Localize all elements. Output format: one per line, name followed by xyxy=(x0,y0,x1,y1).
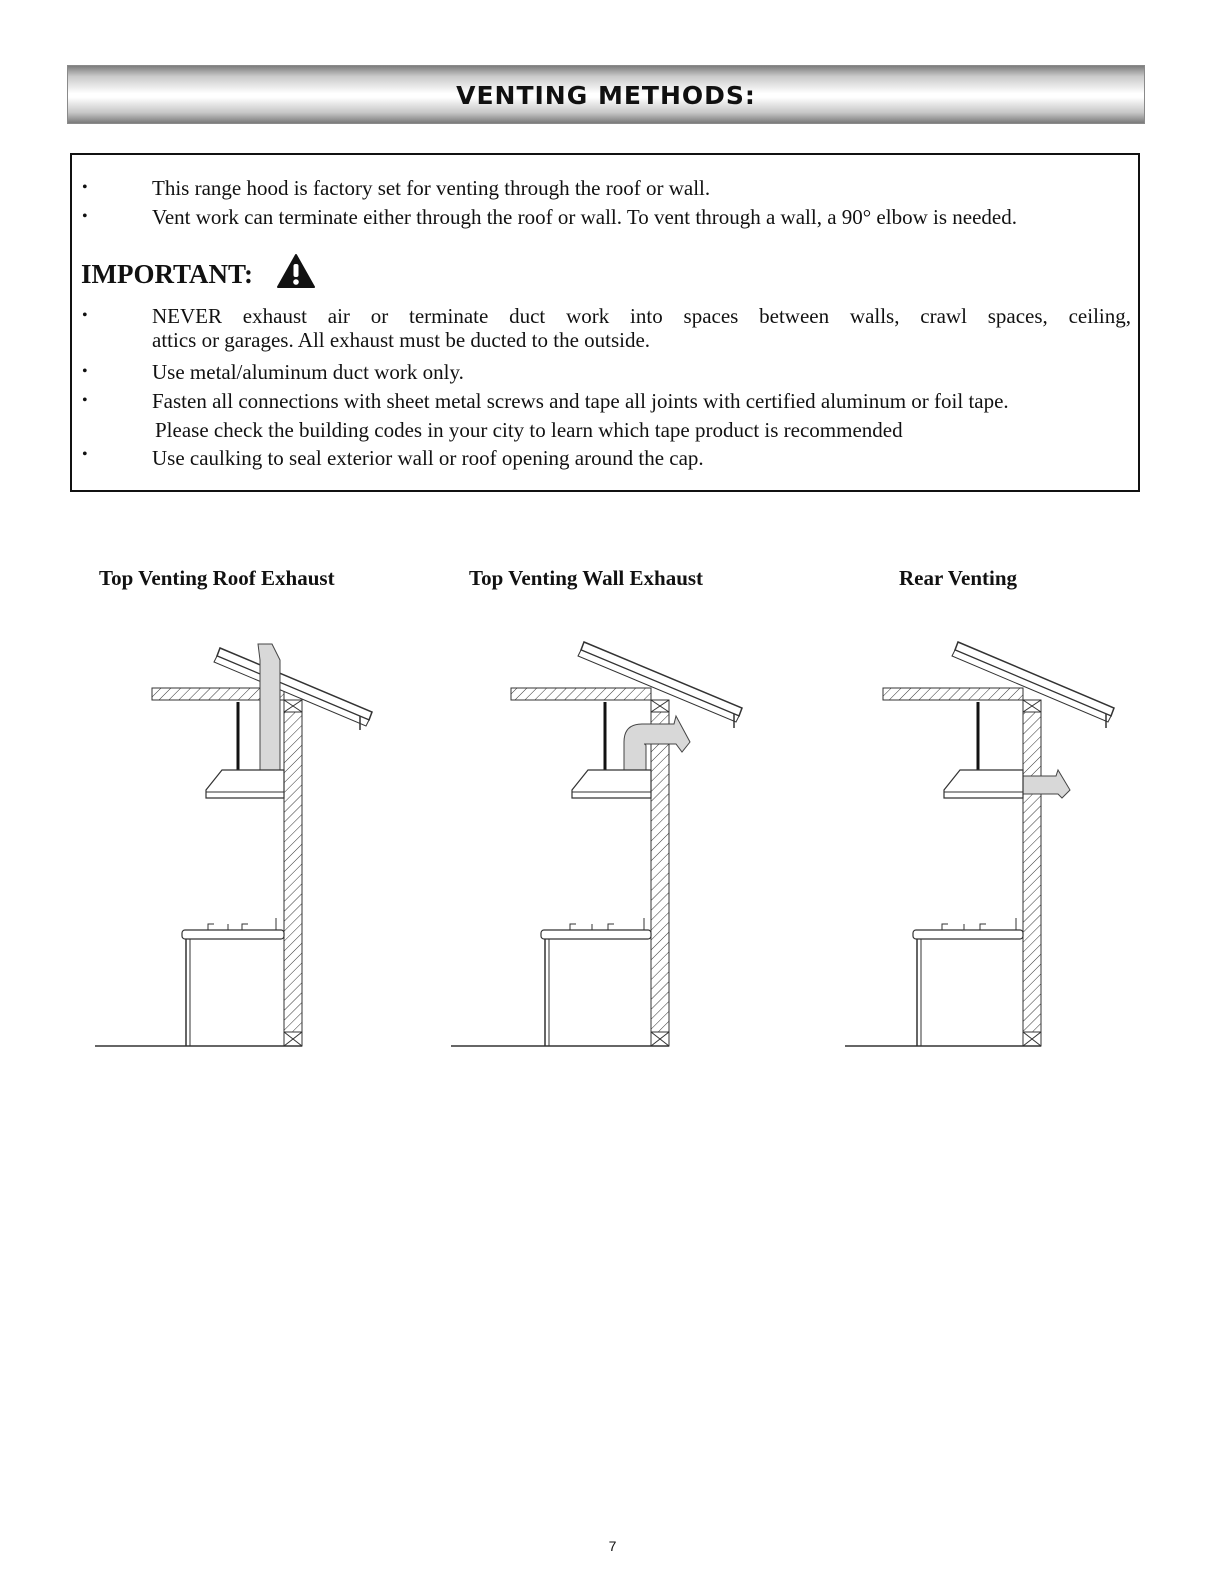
wall xyxy=(1023,700,1041,1046)
important-text: Please check the building codes in your city to learn which tape product is recommended xyxy=(155,418,903,442)
warning-icon xyxy=(276,253,316,289)
note-text: This range hood is factory set for venting through the roof or wall. xyxy=(152,176,711,200)
bullet: • xyxy=(82,208,88,225)
important-text: Use caulking to seal exterior wall or roof opening around the cap. xyxy=(152,446,704,470)
notice-box xyxy=(70,153,1140,492)
important-heading: IMPORTANT: xyxy=(81,259,254,289)
bullet: • xyxy=(82,446,88,463)
roof-exhaust-diagram xyxy=(90,630,390,1050)
wall-exhaust-diagram xyxy=(446,630,756,1050)
note-text: Vent work can terminate either through the roof or wall. To vent through a wall, a 90° elbow is needed. xyxy=(152,205,1017,229)
important-text: Fasten all connections with sheet metal screws and tape all joints with certified aluminum or foil tape. xyxy=(152,389,1009,413)
important-text: attics or garages. All exhaust must be ducted to the outside. xyxy=(152,328,651,352)
diagram-title-roof: Top Venting Roof Exhaust xyxy=(99,566,335,590)
important-text: NEVER exhaust air or terminate duct work into spaces between walls, crawl spaces, ceiling, xyxy=(152,304,1131,328)
ceiling xyxy=(511,688,651,700)
range-hood xyxy=(206,770,284,798)
important-text: Use metal/aluminum duct work only. xyxy=(152,360,464,384)
stove xyxy=(541,930,651,939)
diagram-title-rear: Rear Venting xyxy=(899,566,1018,590)
wall xyxy=(284,700,302,1046)
range-hood xyxy=(944,770,1023,798)
bullet: • xyxy=(82,307,88,324)
stove xyxy=(182,930,284,939)
rear-venting-diagram xyxy=(840,630,1130,1050)
bullet: • xyxy=(82,392,88,409)
bullet: • xyxy=(82,363,88,380)
page-title: VENTING METHODS: xyxy=(456,81,756,110)
bullet: • xyxy=(82,179,88,196)
page-number: 7 xyxy=(608,1538,617,1554)
ceiling xyxy=(883,688,1023,700)
section-banner xyxy=(67,65,1145,124)
range-hood xyxy=(572,770,651,798)
diagram-title-wall: Top Venting Wall Exhaust xyxy=(469,566,704,590)
wall xyxy=(651,700,669,1046)
duct xyxy=(258,644,280,770)
stove xyxy=(913,930,1023,939)
